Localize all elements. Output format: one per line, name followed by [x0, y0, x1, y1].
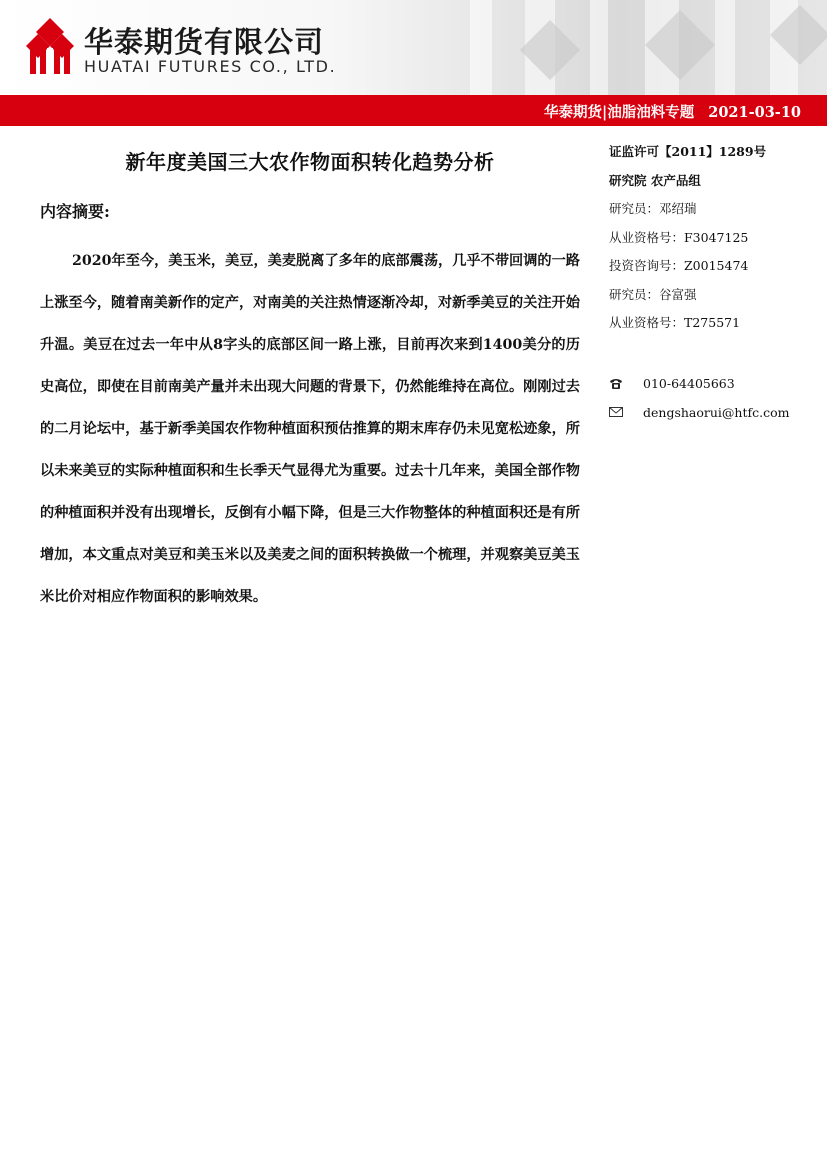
license-number: 证监许可【2011】1289号 — [609, 144, 767, 159]
brand-name-en: HUATAI FUTURES CO., LTD. — [84, 57, 337, 76]
report-title: 新年度美国三大农作物面积转化趋势分析 — [125, 150, 495, 174]
researcher-1-advisory: 投资咨询号：Z0015474 — [609, 258, 749, 273]
department: 研究院 农产品组 — [609, 172, 701, 188]
sidebar — [609, 142, 809, 427]
main-content — [40, 140, 580, 618]
phone-number: 010-64405663 — [643, 376, 735, 392]
report-date: 2021-03-10 — [708, 104, 801, 121]
researcher-2-qualification: 从业资格号：T275571 — [609, 315, 741, 330]
envelope-icon — [609, 406, 623, 418]
huatai-logo-icon — [26, 18, 74, 74]
phone-icon — [609, 378, 623, 390]
report-bar — [0, 95, 827, 126]
email-address[interactable]: dengshaorui@htfc.com — [643, 404, 790, 420]
researcher-2-name: 研究员：谷富强 — [609, 286, 697, 302]
phone-row — [609, 370, 809, 399]
header-decoration — [430, 0, 827, 95]
report-series-label: 华泰期货|油脂油料专题 — [543, 104, 695, 121]
researcher-1-qualification: 从业资格号：F3047125 — [609, 229, 749, 245]
report-bar-text — [544, 101, 801, 122]
page-header — [0, 0, 827, 95]
email-row — [609, 398, 809, 427]
researcher-1-name: 研究员：邓绍瑞 — [609, 201, 697, 216]
summary-text: 2020年至今，美玉米，美豆，美麦脱离了多年的底部震荡，几乎不带回调的一路上涨至今，随着南美新作的定产，对南美的关注热情逐渐冷却，对新季美豆的关注开始升温。美豆在过去一年中从8字头的底部区间一路上涨，目前再次来到1400美分的历史高位，即使在目前南美产量并未出现大问题的背景下，仍然能维持在高位。刚刚过去的二月论坛中，基于新季美国农作物种植面积预估推算的期末库存仍未见宽松迹象，所以未来美豆的实际种植面积和生长季天气显得尤为重要。过去十几年来，美国全部作物的种植面积并没有出现增长，反倒有小幅下降，但是三大作物整体的种植面积还是有所增加，本文重点对美豆和美玉米以及美麦之间的面积转换做一个梳理，并观察美豆美玉米比价对相应作物面积的影响效果。 — [40, 253, 580, 605]
summary-label: 内容摘要: — [40, 202, 110, 221]
brand-name-cn: 华泰期货有限公司 — [84, 25, 325, 59]
